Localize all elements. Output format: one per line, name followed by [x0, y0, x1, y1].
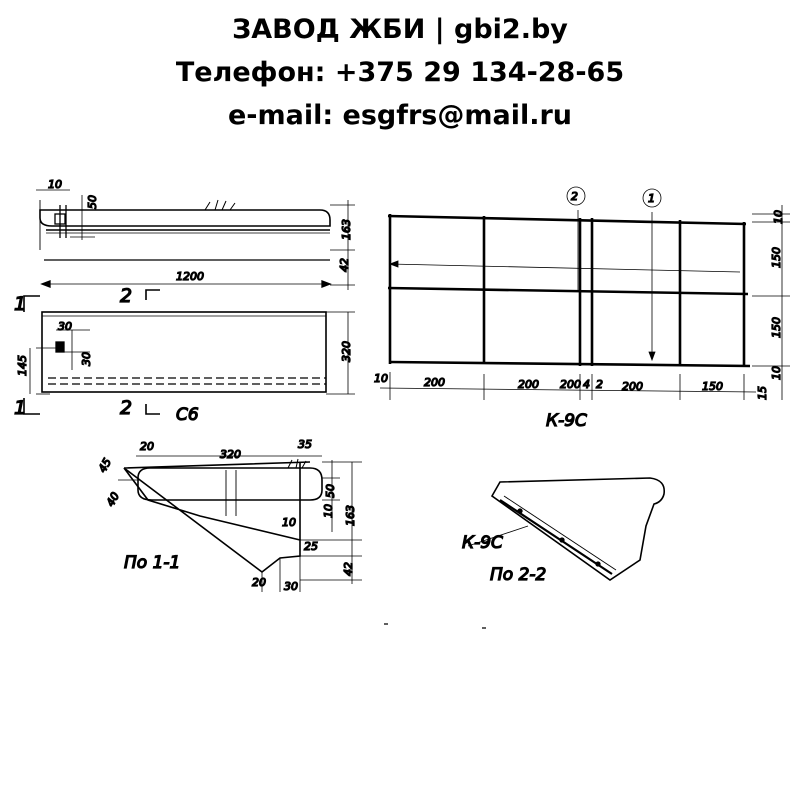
- dim-30-plan-a: 30: [58, 320, 72, 333]
- sec11-dim-40: 40: [103, 490, 123, 509]
- mesh-dim-x-1: 200: [424, 376, 445, 389]
- dim-42-top: 42: [338, 258, 351, 272]
- dim-30-plan-b: 30: [80, 352, 93, 366]
- mesh-dim-y-0: 10: [772, 210, 785, 224]
- mesh-dim-x-2: 200: [518, 378, 539, 391]
- mesh-dim-x-4: 4: [583, 378, 590, 391]
- company-title: ЗАВОД ЖБИ | gbi2.by: [232, 14, 568, 45]
- dim-320-plan: 320: [340, 341, 353, 362]
- mesh-dim-x-5: 2: [596, 378, 603, 391]
- plan-view: [24, 290, 355, 414]
- sec11-dim-42: 42: [342, 562, 355, 576]
- section-2-2-mesh-label: К-9С: [462, 533, 503, 553]
- dim-50-top: 50: [86, 195, 99, 209]
- email-line: e-mail: esgfrs@mail.ru: [227, 100, 573, 131]
- mesh-label: К-9С: [546, 411, 587, 431]
- callout-1: 1: [648, 192, 655, 205]
- plan-label: С6: [176, 405, 199, 425]
- sec11-dim-20a: 20: [140, 440, 154, 453]
- sec11-dim-30: 30: [284, 580, 298, 593]
- sec11-dim-10b: 10: [282, 516, 296, 529]
- cut-2-top: 2: [120, 285, 133, 307]
- sec11-dim-320: 320: [220, 448, 241, 461]
- phone-line: Телефон: +375 29 134-28-65: [175, 57, 625, 88]
- sec11-dim-20b: 20: [252, 576, 266, 589]
- sec11-dim-25: 25: [304, 540, 318, 553]
- cut-1-bottom: 1: [14, 397, 27, 419]
- section-1-1-label: По 1-1: [124, 553, 181, 573]
- mesh-dim-y-1: 150: [770, 247, 783, 268]
- sec11-dim-50: 50: [324, 484, 337, 498]
- callout-2: 2: [571, 190, 578, 203]
- sec11-dim-35: 35: [298, 438, 312, 451]
- mesh-dim-x-0: 10: [374, 372, 388, 385]
- dim-10-top: 10: [48, 178, 62, 191]
- sec11-dim-10a: 10: [322, 504, 335, 518]
- mesh-dim-x-7: 150: [702, 380, 723, 393]
- mesh-dim-x-8: 15: [756, 386, 769, 400]
- cut-2-bottom: 2: [120, 397, 133, 419]
- mesh-view: [388, 214, 750, 366]
- mesh-dim-y-2: 150: [770, 317, 783, 338]
- dim-1200: 1200: [176, 270, 204, 283]
- mesh-dim-y-3: 10: [770, 366, 783, 380]
- dim-145: 145: [16, 355, 29, 376]
- mesh-dim-x-6: 200: [622, 380, 643, 393]
- section-2-2-label: По 2-2: [490, 565, 547, 585]
- dim-163-top: 163: [340, 219, 353, 240]
- mesh-dim-x-3: 200: [560, 378, 581, 391]
- sec11-dim-45: 45: [95, 456, 115, 475]
- sec11-dim-163: 163: [344, 505, 357, 526]
- cut-1-top: 1: [14, 293, 27, 315]
